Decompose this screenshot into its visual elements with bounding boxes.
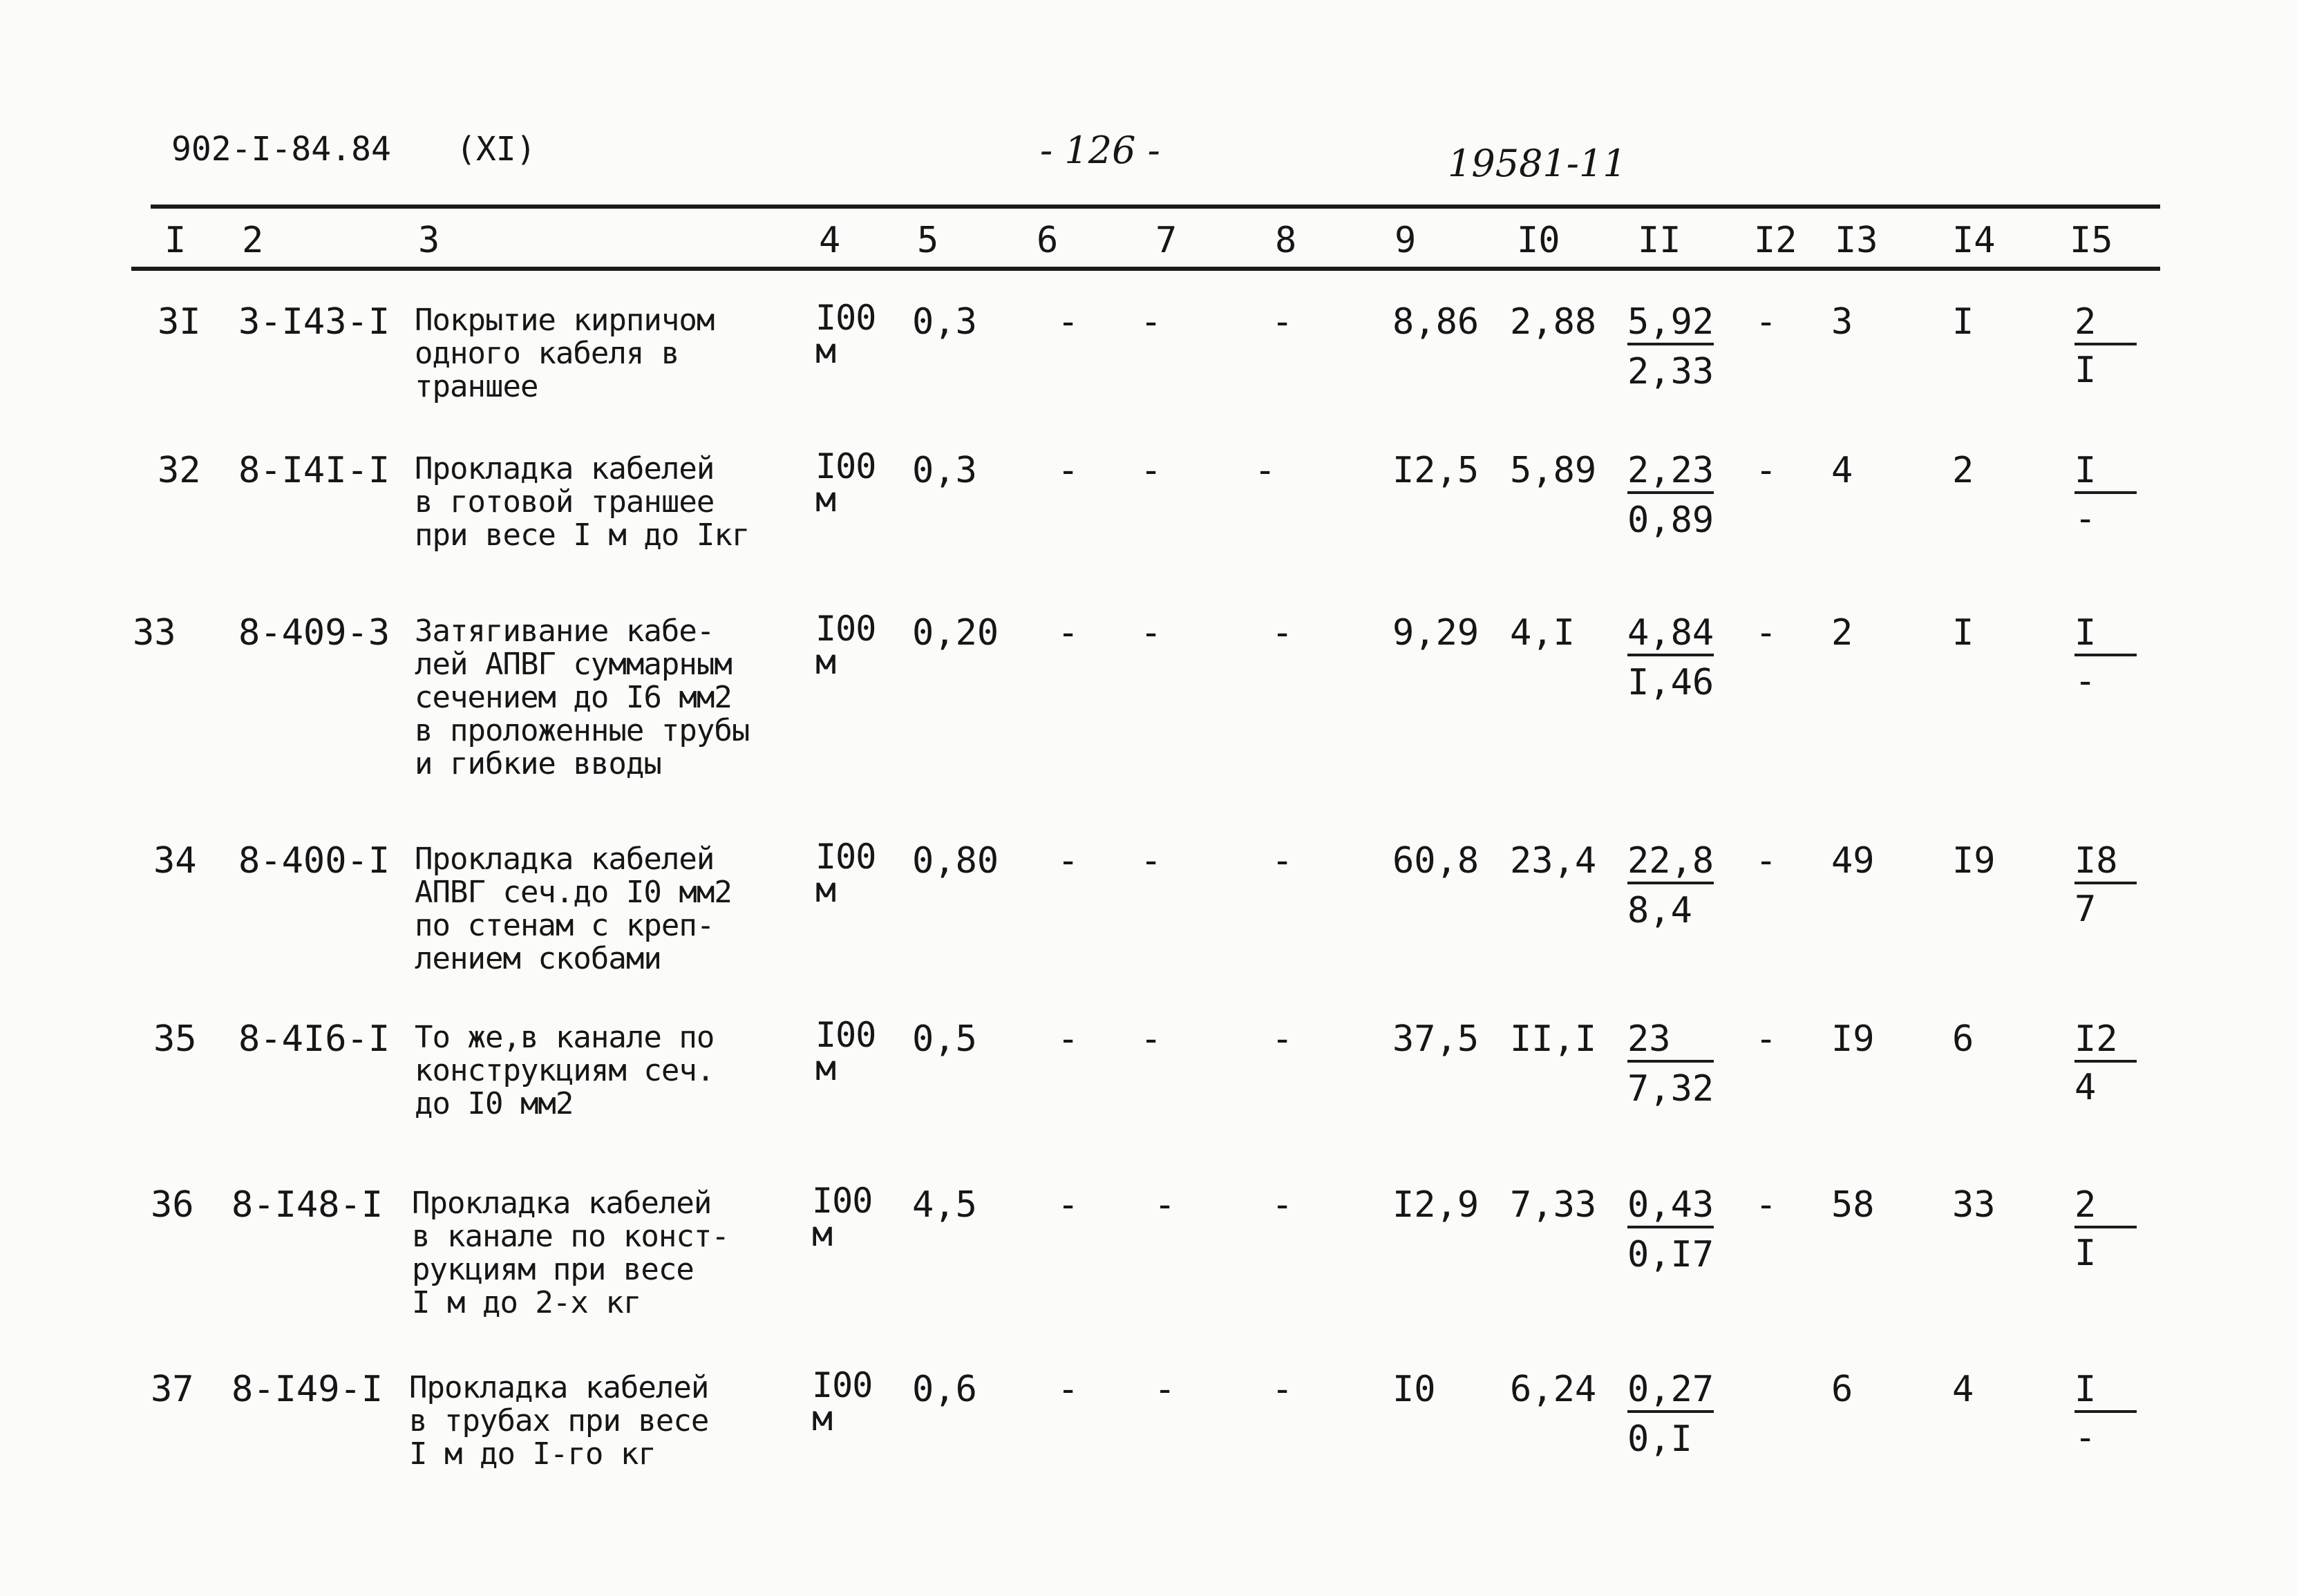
col-6: -: [1057, 1369, 1079, 1410]
column-number: II: [1638, 220, 1681, 261]
col-13: 49: [1831, 840, 1875, 882]
work-description: Покрытие кирпичом одного кабеля в траншее: [415, 303, 715, 404]
col-14: 33: [1952, 1184, 1996, 1226]
col-10: 23,4: [1510, 840, 1597, 882]
row-number: 32: [158, 450, 201, 491]
row-number: 3I: [158, 301, 201, 343]
norm-code: 3-I43-I: [238, 301, 390, 343]
col-9: I2,5: [1392, 450, 1480, 491]
col-12: -: [1755, 612, 1777, 654]
col-12: -: [1755, 301, 1777, 343]
col-8: -: [1272, 1184, 1294, 1226]
column-number: I3: [1835, 220, 1878, 261]
col-6: -: [1057, 840, 1079, 882]
column-number: 7: [1155, 220, 1178, 261]
section-label: (XI): [456, 130, 536, 169]
col-13: 3: [1831, 301, 1853, 343]
column-number: 2: [242, 220, 264, 261]
quantity: 0,3: [912, 450, 977, 491]
col-15-fraction: I -: [2074, 615, 2137, 699]
col-9: 9,29: [1392, 612, 1480, 654]
column-number: 9: [1395, 220, 1417, 261]
column-number: 8: [1275, 220, 1297, 261]
col-6: -: [1057, 450, 1079, 491]
col-11-fraction: $\frac{5,92}{2,33}$: [1627, 301, 1714, 392]
col-13: I9: [1831, 1018, 1875, 1060]
col-9: 8,86: [1392, 301, 1480, 343]
page-number: - 126 -: [1040, 129, 1160, 172]
quantity: 4,5: [912, 1184, 977, 1226]
sheet-number: 19581-11: [1448, 142, 1627, 185]
work-description: Прокладка кабелей в канале по конст- рукциям при весе I м до 2-х кг: [412, 1186, 729, 1320]
col-14: I: [1952, 612, 1974, 654]
column-number: I4: [1952, 220, 1996, 261]
col-13: 2: [1831, 612, 1853, 654]
col-15-fraction: I -: [2074, 1371, 2137, 1456]
norm-code: 8-I4I-I: [238, 450, 390, 491]
col-13: 4: [1831, 450, 1853, 491]
col-8: -: [1272, 840, 1294, 882]
col-15-fraction: 2 I: [2074, 1187, 2137, 1271]
col-8: -: [1272, 301, 1294, 343]
col-7: -: [1140, 450, 1162, 491]
col-9: I2,9: [1392, 1184, 1480, 1226]
column-number: 4: [819, 220, 841, 261]
col-7: -: [1140, 612, 1162, 654]
col-9: I0: [1392, 1369, 1436, 1410]
work-description: Затягивание кабе- лей АПВГ суммарным сечением до I6 мм2 в проложенные трубы и гибкие вводы: [415, 614, 750, 781]
col-7: -: [1140, 840, 1162, 882]
unit: I00 м: [815, 837, 876, 910]
quantity: 0,5: [912, 1018, 977, 1060]
col-8: -: [1272, 1369, 1294, 1410]
row-number: 35: [153, 1018, 197, 1060]
column-number: I0: [1517, 220, 1560, 261]
col-12: -: [1755, 1018, 1777, 1060]
col-14: I: [1952, 301, 1974, 343]
col-8: -: [1254, 450, 1276, 491]
col-7: -: [1154, 1369, 1176, 1410]
col-11-fraction: $\frac{2,23}{0,89}$: [1627, 450, 1714, 541]
col-10: 6,24: [1510, 1369, 1597, 1410]
document-code: 902-I-84.84: [171, 130, 391, 169]
col-12: -: [1755, 1184, 1777, 1226]
col-10: 2,88: [1510, 301, 1597, 343]
col-10: 7,33: [1510, 1184, 1597, 1226]
column-number: 5: [917, 220, 939, 261]
table-header-rule: [131, 267, 2160, 271]
col-11-fraction: $\frac{22,8}{8,4}$: [1627, 840, 1714, 931]
col-14: 2: [1952, 450, 1974, 491]
quantity: 0,80: [912, 840, 999, 882]
col-15-fraction: I -: [2074, 453, 2137, 537]
col-10: 4,I: [1510, 612, 1575, 654]
col-13: 58: [1831, 1184, 1875, 1226]
col-8: -: [1272, 612, 1294, 654]
col-11-fraction: $\frac{0,27}{0,I}$: [1627, 1369, 1714, 1460]
quantity: 0,6: [912, 1369, 977, 1410]
unit: I00 м: [815, 446, 876, 520]
col-15-fraction: I2 4: [2074, 1021, 2137, 1105]
col-14: I9: [1952, 840, 1996, 882]
col-12: -: [1755, 840, 1777, 882]
column-number: I5: [2070, 220, 2113, 261]
col-10: II,I: [1510, 1018, 1597, 1060]
row-number: 37: [151, 1369, 194, 1410]
norm-code: 8-409-3: [238, 612, 390, 654]
col-11-fraction: $\frac{0,43}{0,I7}$: [1627, 1184, 1714, 1275]
row-number: 33: [133, 612, 176, 654]
col-8: -: [1272, 1018, 1294, 1060]
quantity: 0,3: [912, 301, 977, 343]
col-6: -: [1057, 612, 1079, 654]
row-number: 34: [153, 840, 197, 882]
col-6: -: [1057, 301, 1079, 343]
work-description: Прокладка кабелей в трубах при весе I м до I-го кг: [409, 1370, 709, 1472]
column-number: 6: [1037, 220, 1059, 261]
norm-code: 8-I49-I: [231, 1369, 384, 1410]
unit: I00 м: [815, 609, 876, 682]
col-15-fraction: I8 7: [2074, 843, 2137, 927]
column-number: I2: [1754, 220, 1797, 261]
col-9: 60,8: [1392, 840, 1480, 882]
work-description: Прокладка кабелей в готовой траншее при весе I м до Iкг: [415, 451, 750, 553]
quantity: 0,20: [912, 612, 999, 654]
col-7: -: [1154, 1184, 1176, 1226]
unit: I00 м: [812, 1181, 873, 1254]
column-number: 3: [418, 220, 440, 261]
col-14: 6: [1952, 1018, 1974, 1060]
norm-code: 8-4I6-I: [238, 1018, 390, 1060]
col-7: -: [1140, 301, 1162, 343]
unit: I00 м: [815, 1015, 876, 1088]
col-11-fraction: $\frac{4,84}{I,46}$: [1627, 612, 1714, 703]
work-description: То же,в канале по конструкциям сеч. до I0 мм2: [415, 1020, 715, 1121]
unit: I00 м: [812, 1365, 873, 1438]
norm-code: 8-400-I: [238, 840, 390, 882]
col-11-fraction: $\frac{23}{7,32}$: [1627, 1018, 1714, 1110]
col-14: 4: [1952, 1369, 1974, 1410]
col-6: -: [1057, 1184, 1079, 1226]
row-number: 36: [151, 1184, 194, 1226]
col-15-fraction: 2 I: [2074, 304, 2137, 388]
column-number: I: [164, 220, 187, 261]
unit: I00 м: [815, 298, 876, 371]
col-7: -: [1140, 1018, 1162, 1060]
work-description: Прокладка кабелей АПВГ сеч.до I0 мм2 по стенам с креп- лением скобами: [415, 842, 732, 976]
col-10: 5,89: [1510, 450, 1597, 491]
col-12: -: [1755, 450, 1777, 491]
norm-code: 8-I48-I: [231, 1184, 384, 1226]
col-13: 6: [1831, 1369, 1853, 1410]
col-6: -: [1057, 1018, 1079, 1060]
col-9: 37,5: [1392, 1018, 1480, 1060]
table-top-rule: [151, 205, 2160, 209]
